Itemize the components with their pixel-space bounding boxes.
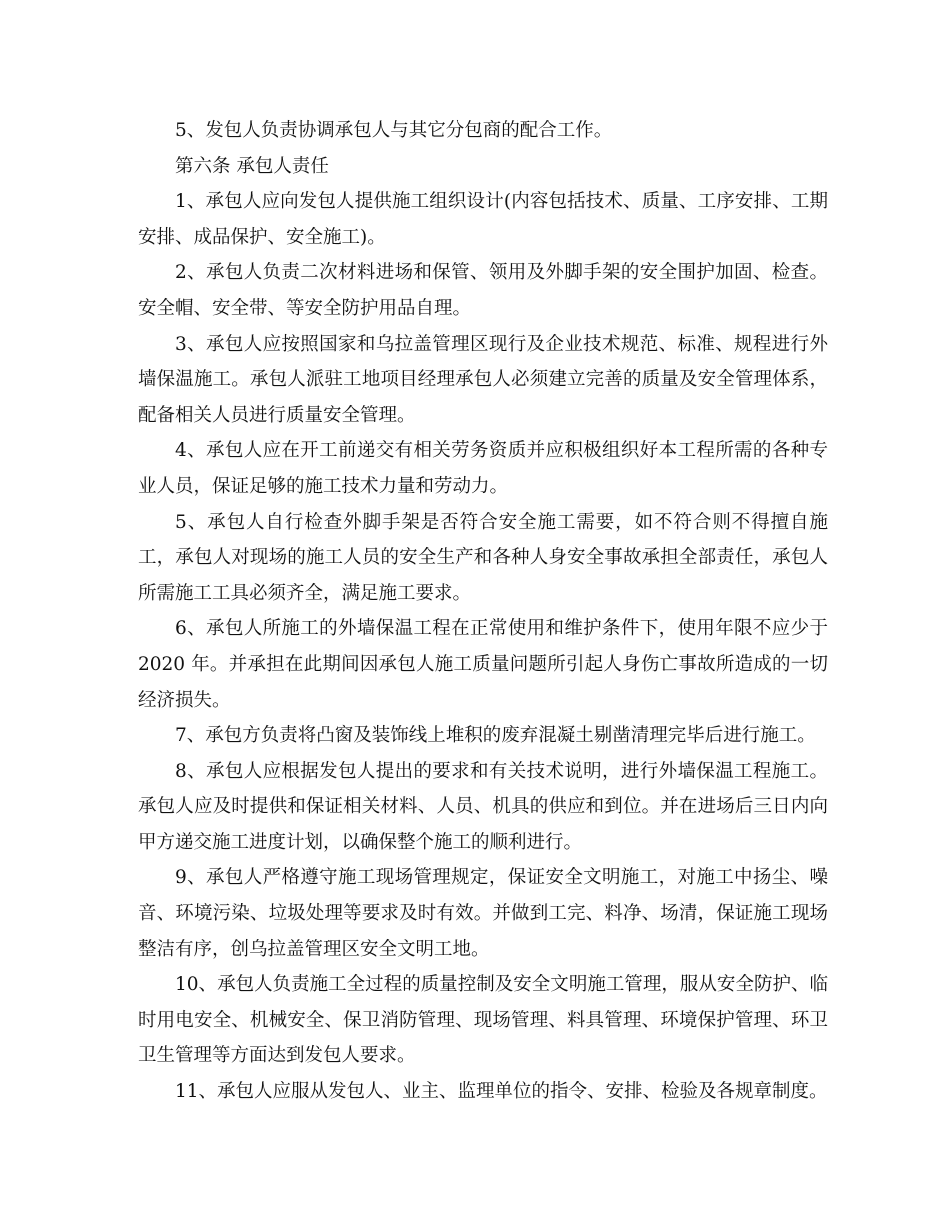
- paragraph-item-2: 2、承包人负责二次材料进场和保管、领用及外脚手架的安全围护加固、检查。安全帽、安全带、等安全防护用品自理。: [138, 262, 828, 319]
- paragraph-item-10: 10、承包人负责施工全过程的质量控制及安全文明施工管理，服从安全防护、临时用电安全、机械安全、保卫消防管理、现场管理、料具管理、环境保护管理、环卫卫生管理等方面达到发包人要求。: [138, 974, 828, 1067]
- paragraph-item-11: 11、承包人应服从发包人、业主、监理单位的指令、安排、检验及各规章制度。: [175, 1081, 828, 1103]
- paragraph-item-9: 9、承包人严格遵守施工现场管理规定，保证安全文明施工，对施工中扬尘、噪音、环境污染、垃圾处理等要求及时有效。并做到工完、料净、场清，保证施工现场整洁有序，创乌拉盖管理区安全文明工地。: [138, 867, 828, 960]
- paragraph-item-6: 6、承包人所施工的外墙保温工程在正常使用和维护条件下，使用年限不应少于 2020 年。并承担在此期间因承包人施工质量问题所引起人身伤亡事故所造成的一切经济损失。: [138, 618, 828, 711]
- document-body: [138, 113, 828, 1110]
- paragraph-item-5-coordination: 5、发包人负责协调承包人与其它分包商的配合工作。: [175, 120, 613, 141]
- paragraph-item-5: 5、承包人自行检查外脚手架是否符合安全施工需要，如不符合则不得擅自施工，承包人对现场的施工人员的安全生产和各种人身安全事故承担全部责任，承包人所需施工工具必须齐全，满足施工要求。: [138, 511, 828, 604]
- paragraph-item-1: 1、承包人应向发包人提供施工组织设计(内容包括技术、质量、工序安排、工期安排、成品保护、安全施工)。: [138, 191, 828, 248]
- paragraph-item-8: 8、承包人应根据发包人提出的要求和有关技术说明，进行外墙保温工程施工。承包人应及时提供和保证相关材料、人员、机具的供应和到位。并在进场后三日内向甲方递交施工进度计划，以确保整个施工的顺利进行。: [138, 760, 828, 853]
- paragraph-item-4: 4、承包人应在开工前递交有相关劳务资质并应积极组织好本工程所需的各种专业人员，保证足够的施工技术力量和劳动力。: [138, 440, 828, 497]
- paragraph-item-3: 3、承包人应按照国家和乌拉盖管理区现行及企业技术规范、标准、规程进行外墙保温施工。承包人派驻工地项目经理承包人必须建立完善的质量及安全管理体系，配备相关人员进行质量安全管理。: [138, 333, 828, 426]
- paragraph-item-7: 7、承包方负责将凸窗及装饰线上堆积的废弃混凝土剔凿清理完毕后进行施工。: [175, 725, 816, 747]
- section-heading-article-6: 第六条 承包人责任: [175, 155, 329, 177]
